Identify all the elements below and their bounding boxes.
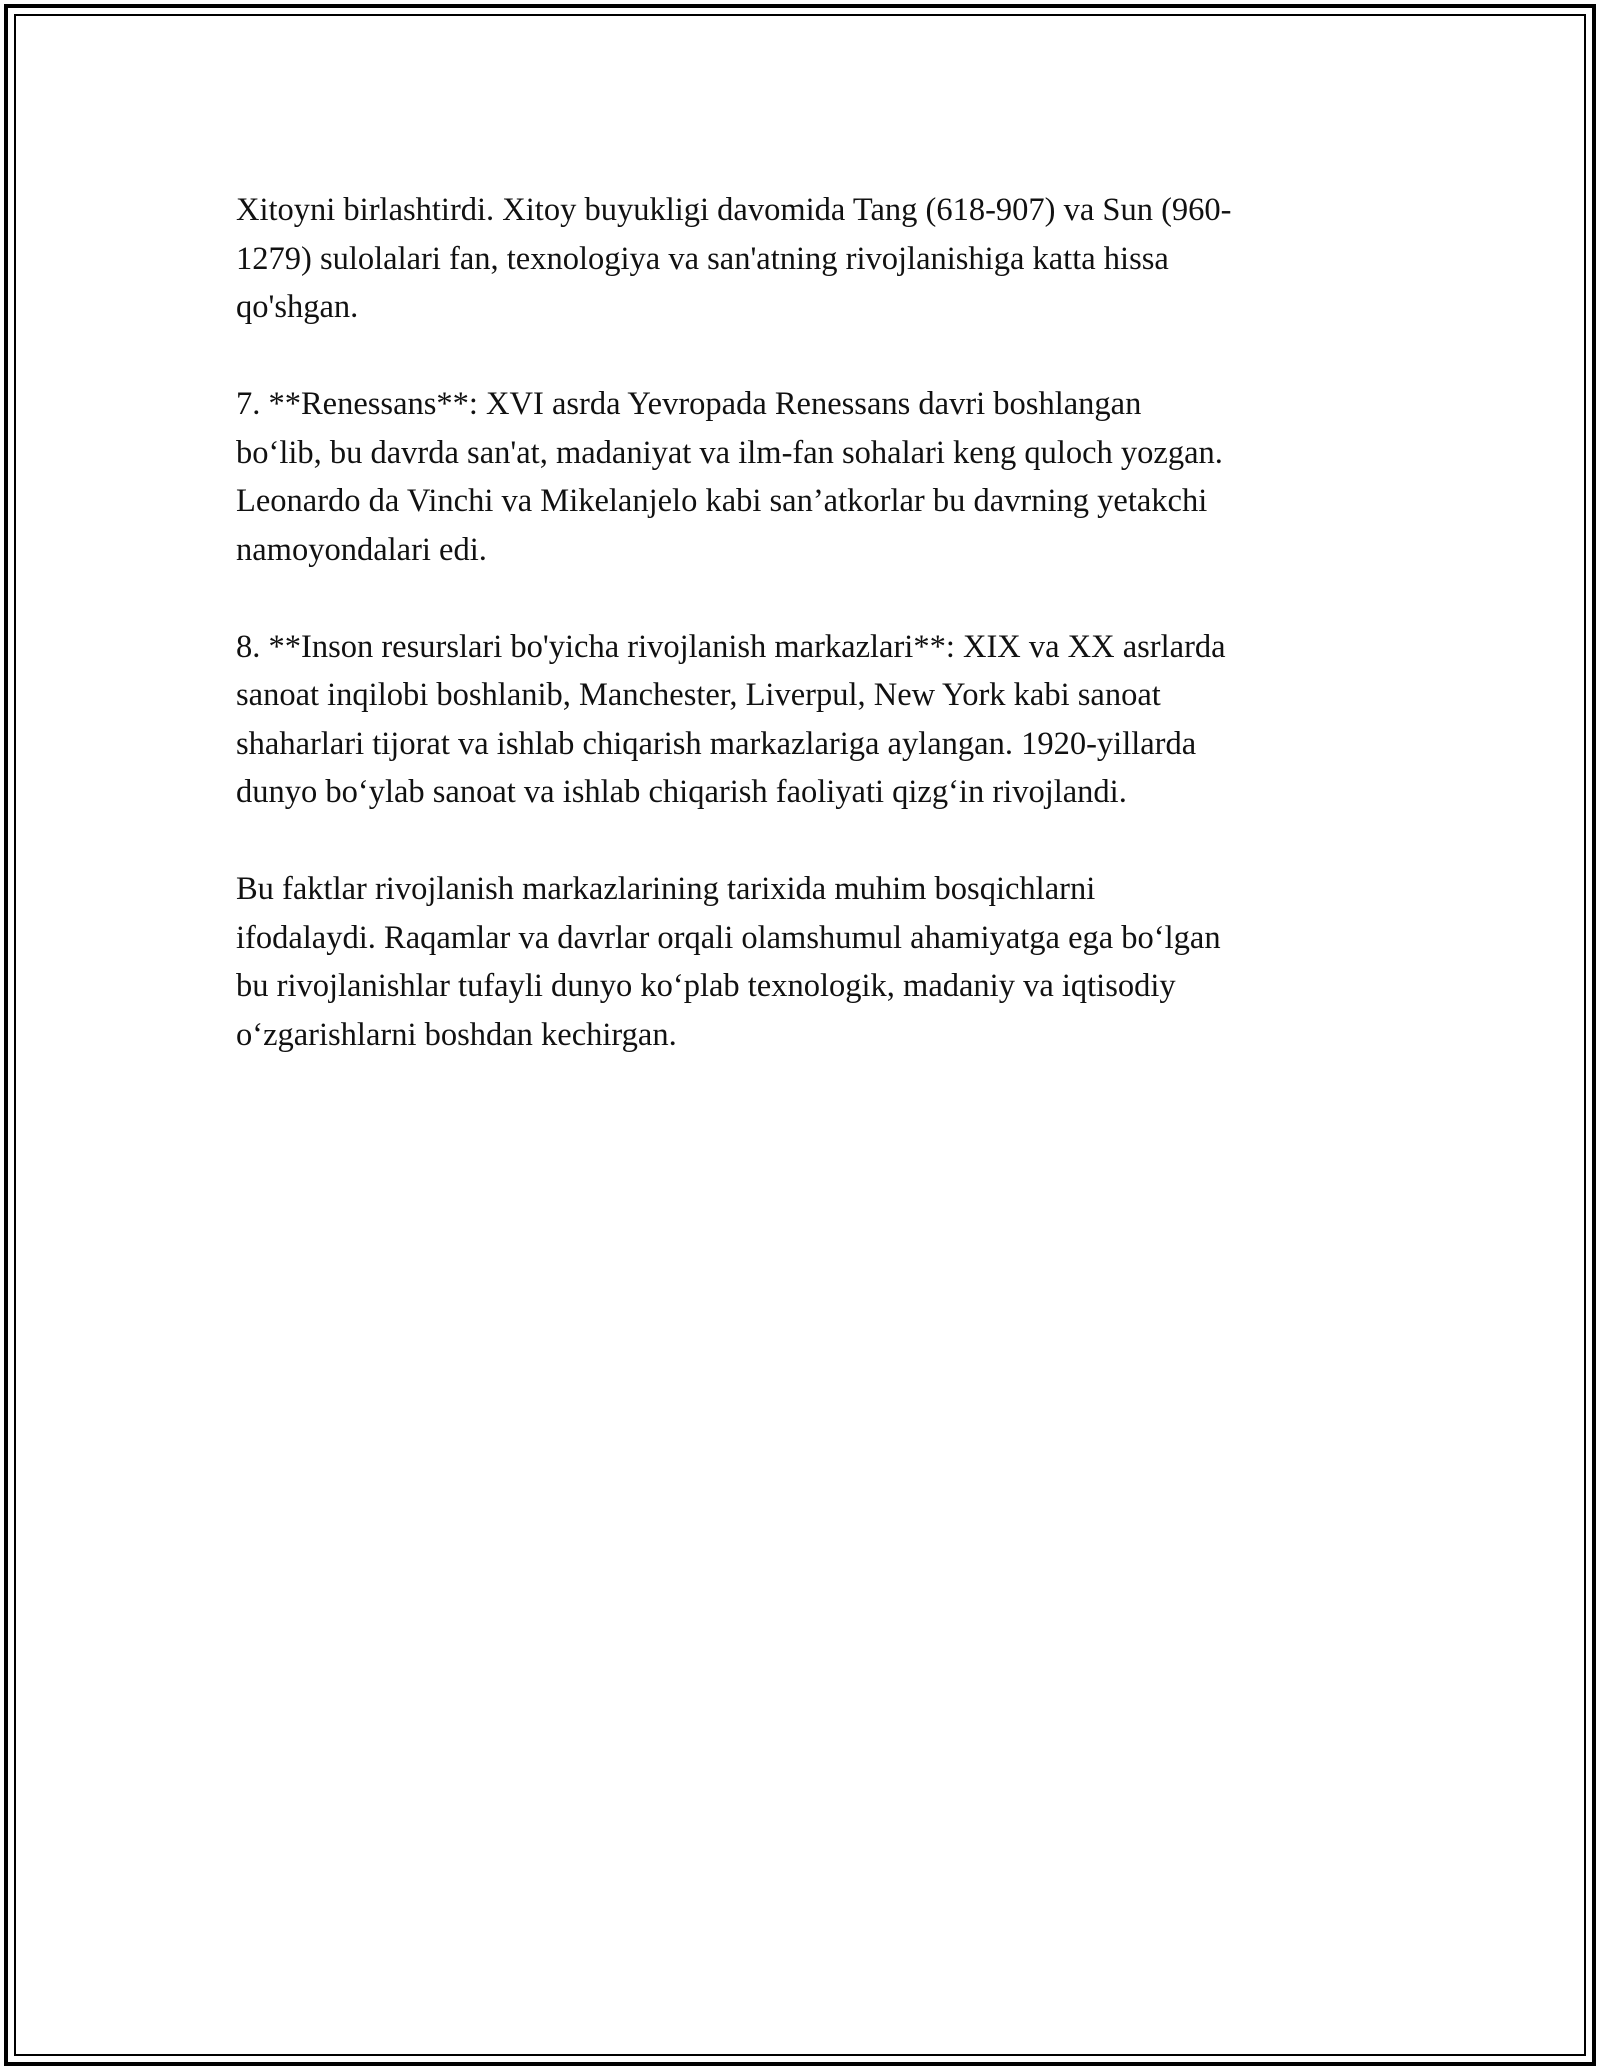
paragraph-industrial-centers: 8. **Inson resurslari bo'yicha rivojlanish markazlari**: XIX va XX asrlarda sanoat inqilobi boshlanib, Manchester, Liverpul, New York kabi sanoat shaharlari tijorat va ishlab chiqarish markazlariga aylangan. 1920-yillarda dunyo bo‘ylab sanoat va ishlab chiqarish faoliyati qizg‘in rivojlandi. (236, 628, 1226, 810)
paragraph-china: Xitoyni birlashtirdi. Xitoy buyukligi davomida Tang (618-907) va Sun (960- 1279) sulolalari fan, texnologiya va san'atning rivojlanishiga katta hissa qo'shgan. (236, 192, 1232, 325)
paragraph-conclusion: Bu faktlar rivojlanish markazlarining tarixida muhim bosqichlarni ifodalaydi. Raqamlar va davrlar orqali olamshumul ahamiyatga ega bo‘lgan bu rivojlanishlar tufayli dunyo ko‘plab texnologik, madaniy va iqtisodiy o‘zgarishlarni boshdan kechirgan. (236, 871, 1221, 1053)
document-body (236, 186, 1386, 1108)
paragraph-renaissance: 7. **Renessans**: XVI asrda Yevropada Renessans davri boshlangan bo‘lib, bu davrda san'at, madaniyat va ilm-fan sohalari keng quloch yozgan. Leonardo da Vinchi va Mikelanjelo kabi san’atkorlar bu davrning yetakchi namoyondalari edi. (236, 386, 1223, 568)
